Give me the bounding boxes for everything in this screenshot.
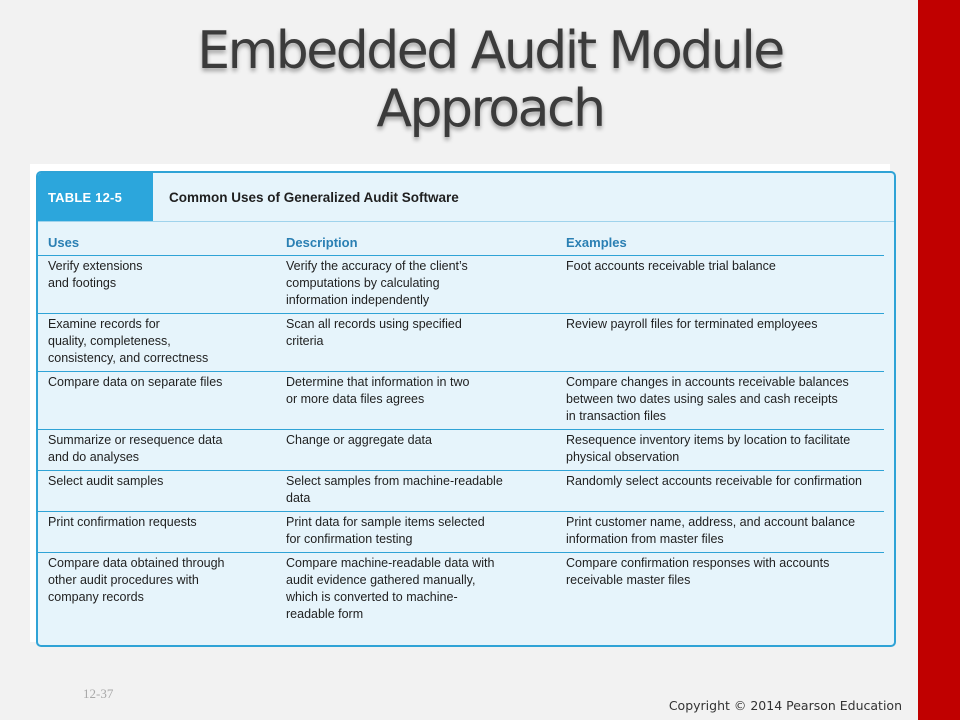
table-row (38, 471, 884, 512)
table-row (38, 372, 884, 430)
description-cell: Compare machine-readable data with audit evidence gathered manually, which is converted to machine- readable form (286, 556, 495, 621)
slide-title-line2: Approach (376, 79, 604, 139)
description-cell: Print data for sample items selected for confirmation testing (286, 515, 485, 546)
use-cell: Verify extensions and footings (48, 259, 143, 290)
description-cell: Change or aggregate data (286, 433, 432, 447)
column-header-examples: Examples (566, 235, 627, 250)
table-row (38, 314, 884, 372)
column-header-uses: Uses (48, 235, 80, 250)
example-cell: Review payroll files for terminated employees (566, 317, 818, 331)
table-row (38, 256, 884, 314)
description-cell: Select samples from machine-readable data (286, 474, 503, 505)
example-cell: Print customer name, address, and account balance information from master files (566, 515, 856, 546)
table-header-bar (38, 173, 894, 222)
example-cell: Compare changes in accounts receivable balances between two dates using sales and cash receipts in transaction files (566, 375, 849, 423)
description-cell: Scan all records using specified criteria (286, 317, 462, 348)
use-cell: Summarize or resequence data and do analyses (48, 433, 223, 464)
column-header-description: Description (286, 235, 358, 250)
table-number: TABLE 12-5 (38, 173, 153, 221)
slide-title (120, 22, 860, 138)
table-row (38, 553, 884, 627)
description-cell: Verify the accuracy of the client’s computations by calculating information independently (286, 259, 468, 307)
example-cell: Foot accounts receivable trial balance (566, 259, 776, 273)
example-cell: Compare confirmation responses with accounts receivable master files (566, 556, 830, 587)
use-cell: Compare data obtained through other audit procedures with company records (48, 556, 225, 604)
use-cell: Examine records for quality, completeness, consistency, and correctness (48, 317, 209, 365)
use-cell: Compare data on separate files (48, 375, 223, 389)
audit-software-table (36, 171, 896, 647)
use-cell: Print confirmation requests (48, 515, 197, 529)
table-row (38, 430, 884, 471)
column-headers (38, 222, 884, 256)
accent-bar (918, 0, 960, 720)
table-row (38, 512, 884, 553)
use-cell: Select audit samples (48, 474, 164, 488)
slide-title-line1: Embedded Audit Module (197, 21, 783, 81)
table-grid (38, 222, 894, 627)
table-caption: Common Uses of Generalized Audit Software (169, 189, 459, 205)
table-body (38, 256, 894, 627)
example-cell: Randomly select accounts receivable for confirmation (566, 474, 862, 488)
example-cell: Resequence inventory items by location to facilitate physical observation (566, 433, 851, 464)
description-cell: Determine that information in two or more data files agrees (286, 375, 470, 406)
page-number: 12-37 (83, 686, 114, 701)
copyright-notice: Copyright © 2014 Pearson Education (668, 698, 902, 713)
